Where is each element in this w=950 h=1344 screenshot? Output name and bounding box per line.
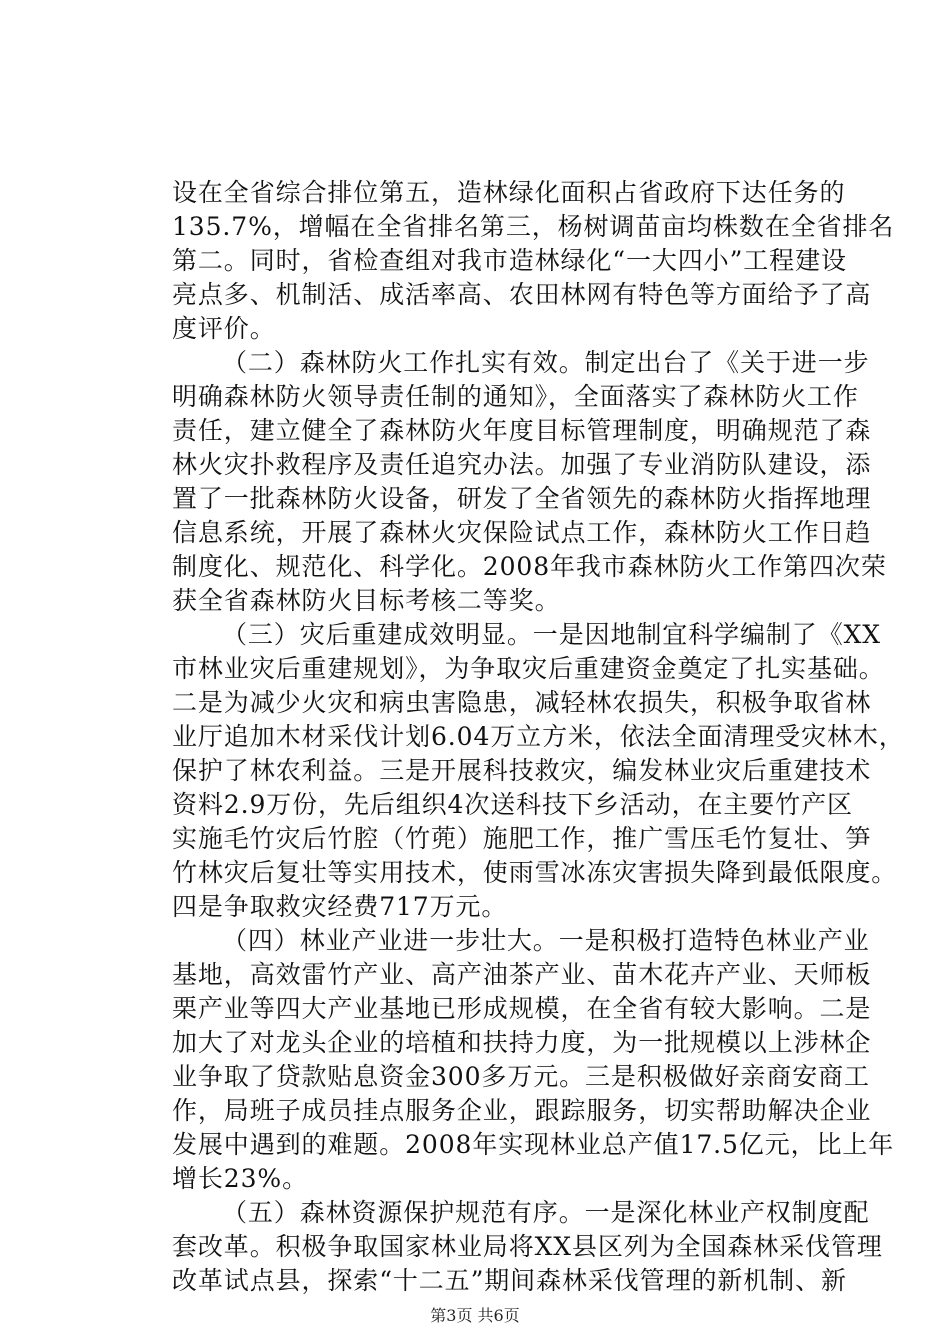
text-line: 发展中遇到的难题。2008年实现林业总产值17.5亿元，比上年 [172, 1130, 895, 1159]
text-line: 设在全省综合排位第五，造林绿化面积占省政府下达任务的 [172, 178, 846, 207]
text-line: 业厅追加木材采伐计划6.04万立方米，依法全面清理受灾林木， [172, 722, 905, 751]
text-line: 责任，建立健全了森林防火年度目标管理制度，明确规范了森 [172, 416, 872, 445]
text-line: 改革试点县，探索“十二五”期间森林采伐管理的新机制、新 [172, 1266, 847, 1295]
page-number-footer: 第3页 共6页 [430, 1306, 520, 1325]
text-line: 增长23%。 [172, 1164, 308, 1193]
text-line: 业争取了贷款贴息资金300多万元。三是积极做好亲商安商工 [172, 1062, 870, 1091]
text-line: 资料2.9万份，先后组织4次送科技下乡活动，在主要竹产区 [172, 790, 853, 819]
text-line: 获全省森林防火目标考核二等奖。 [172, 586, 561, 615]
text-line: 制度化、规范化、科学化。2008年我市森林防火工作第四次荣 [172, 552, 887, 581]
text-line: 加大了对龙头企业的培植和扶持力度，为一批规模以上涉林企 [172, 1028, 872, 1057]
text-line: 亮点多、机制活、成活率高、农田林网有特色等方面给予了高 [172, 280, 872, 309]
text-line: 二是为减少火灾和病虫害隐患，减轻林农损失，积极争取省林 [172, 688, 872, 717]
text-line: 置了一批森林防火设备，研发了全省领先的森林防火指挥地理 [172, 484, 872, 513]
text-line: 基地，高效雷竹产业、高产油茶产业、苗木花卉产业、天师板 [172, 960, 872, 989]
text-line: 第二。同时，省检查组对我市造林绿化“一大四小”工程建设 [172, 246, 847, 275]
paragraph-start-line: （三）灾后重建成效明显。一是因地制宜科学编制了《XX [222, 620, 881, 649]
text-line: 135.7%，增幅在全省排名第三，杨树调苗亩均株数在全省排名 [172, 212, 895, 241]
text-line: 四是争取救灾经费717万元。 [172, 892, 508, 921]
text-line: 作，局班子成员挂点服务企业，跟踪服务，切实帮助解决企业 [172, 1096, 872, 1125]
text-line: 度评价。 [172, 314, 276, 343]
text-line: 林火灾扑救程序及责任追究办法。加强了专业消防队建设，添 [172, 450, 872, 479]
paragraph-start-line: （五）森林资源保护规范有序。一是深化林业产权制度配 [222, 1198, 870, 1227]
text-line: 保护了林农利益。三是开展科技救灾，编发林业灾后重建技术 [172, 756, 872, 785]
paragraph-start-line: （二）森林防火工作扎实有效。制定出台了《关于进一步 [222, 348, 870, 377]
text-line: 市林业灾后重建规划》，为争取灾后重建资金奠定了扎实基础。 [172, 654, 885, 683]
paragraph-start-line: （四）林业产业进一步壮大。一是积极打造特色林业产业 [222, 926, 870, 955]
text-line: 实施毛竹灾后竹腔（竹蔸）施肥工作，推广雪压毛竹复壮、笋 [172, 824, 872, 853]
text-line: 栗产业等四大产业基地已形成规模，在全省有较大影响。二是 [172, 994, 872, 1023]
text-line: 套改革。积极争取国家林业局将XX县区列为全国森林采伐管理 [172, 1232, 883, 1261]
text-line: 明确森林防火领导责任制的通知》，全面落实了森林防火工作 [172, 382, 859, 411]
text-line: 信息系统，开展了森林火灾保险试点工作，森林防火工作日趋 [172, 518, 872, 547]
text-line: 竹林灾后复壮等实用技术，使雨雪冰冻灾害损失降到最低限度。 [172, 858, 898, 887]
